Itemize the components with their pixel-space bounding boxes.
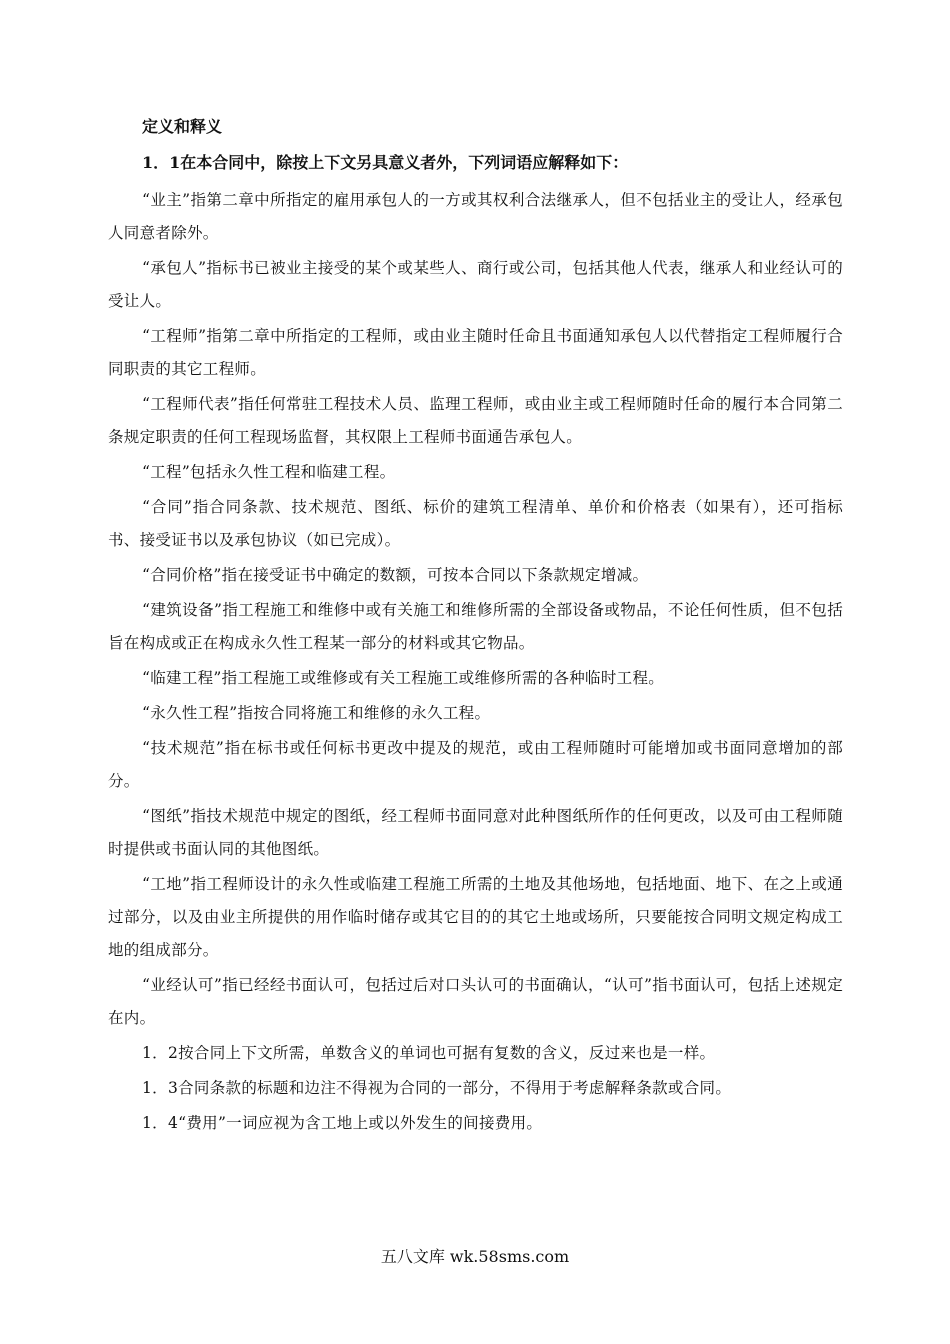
- page-footer-watermark: 五八文库 wk.58sms.com: [380, 1247, 570, 1266]
- definition-works: “工程”包括永久性工程和临建工程。: [142, 463, 396, 481]
- section-heading: 定义和释义: [142, 117, 223, 136]
- definition-specification: “技术规范”指在标书或任何标书更改中提及的规范，或由工程师随时可能增加或书面同意增加的部分。: [108, 739, 843, 790]
- definition-site: “工地”指工程师设计的永久性或临建工程施工所需的土地及其他场地，包括地面、地下、在之上或通过部分，以及由业主所提供的用作临时储存或其它目的的其它土地或场所，只要能按合同明文规定构成工地的组成部分。: [108, 875, 843, 959]
- clause-1-3: 1．3合同条款的标题和边注不得视为合同的一部分，不得用于考虑解释条款或合同。: [142, 1079, 732, 1097]
- clause-1-2: 1．2按合同上下文所需，单数含义的单词也可据有复数的含义，反过来也是一样。: [142, 1044, 716, 1062]
- definition-temporary-works: “临建工程”指工程施工或维修或有关工程施工或维修所需的各种临时工程。: [142, 669, 665, 687]
- definition-contract-price: “合同价格”指在接受证书中确定的数额，可按本合同以下条款规定增减。: [142, 566, 649, 584]
- document-body: [108, 112, 843, 1142]
- definition-contractor: “承包人”指标书已被业主接受的某个或某些人、商行或公司，包括其他人代表，继承人和业经认可的受让人。: [108, 259, 843, 310]
- definition-engineer-representative: “工程师代表”指任何常驻工程技术人员、监理工程师，或由业主或工程师随时任命的履行本合同第二条规定职责的任何工程现场监督，其权限上工程师书面通告承包人。: [108, 395, 843, 446]
- definition-drawings: “图纸”指技术规范中规定的图纸，经工程师书面同意对此种图纸所作的任何更改，以及可由工程师随时提供或书面认同的其他图纸。: [108, 807, 843, 858]
- definition-employer: “业主”指第二章中所指定的雇用承包人的一方或其权利合法继承人，但不包括业主的受让人，经承包人同意者除外。: [108, 191, 843, 242]
- definition-engineer: “工程师”指第二章中所指定的工程师，或由业主随时任命且书面通知承包人以代替指定工程师履行合同职责的其它工程师。: [108, 327, 843, 378]
- definition-contract: “合同”指合同条款、技术规范、图纸、标价的建筑工程清单、单价和价格表（如果有），还可指标书、接受证书以及承包协议（如已完成）。: [108, 498, 843, 549]
- definition-constructional-plant: “建筑设备”指工程施工和维修中或有关施工和维修所需的全部设备或物品，不论任何性质，但不包括旨在构成或正在构成永久性工程某一部分的材料或其它物品。: [108, 601, 843, 652]
- definition-permanent-works: “永久性工程”指按合同将施工和维修的永久工程。: [142, 704, 491, 722]
- definition-approved: “业经认可”指已经经书面认可，包括过后对口头认可的书面确认，“认可”指书面认可，包括上述规定在内。: [108, 976, 843, 1027]
- clause-1-1-heading: 1．1在本合同中，除按上下文另具意义者外，下列词语应解释如下：: [142, 153, 629, 172]
- clause-1-4: 1．4“费用”一词应视为含工地上或以外发生的间接费用。: [142, 1114, 543, 1132]
